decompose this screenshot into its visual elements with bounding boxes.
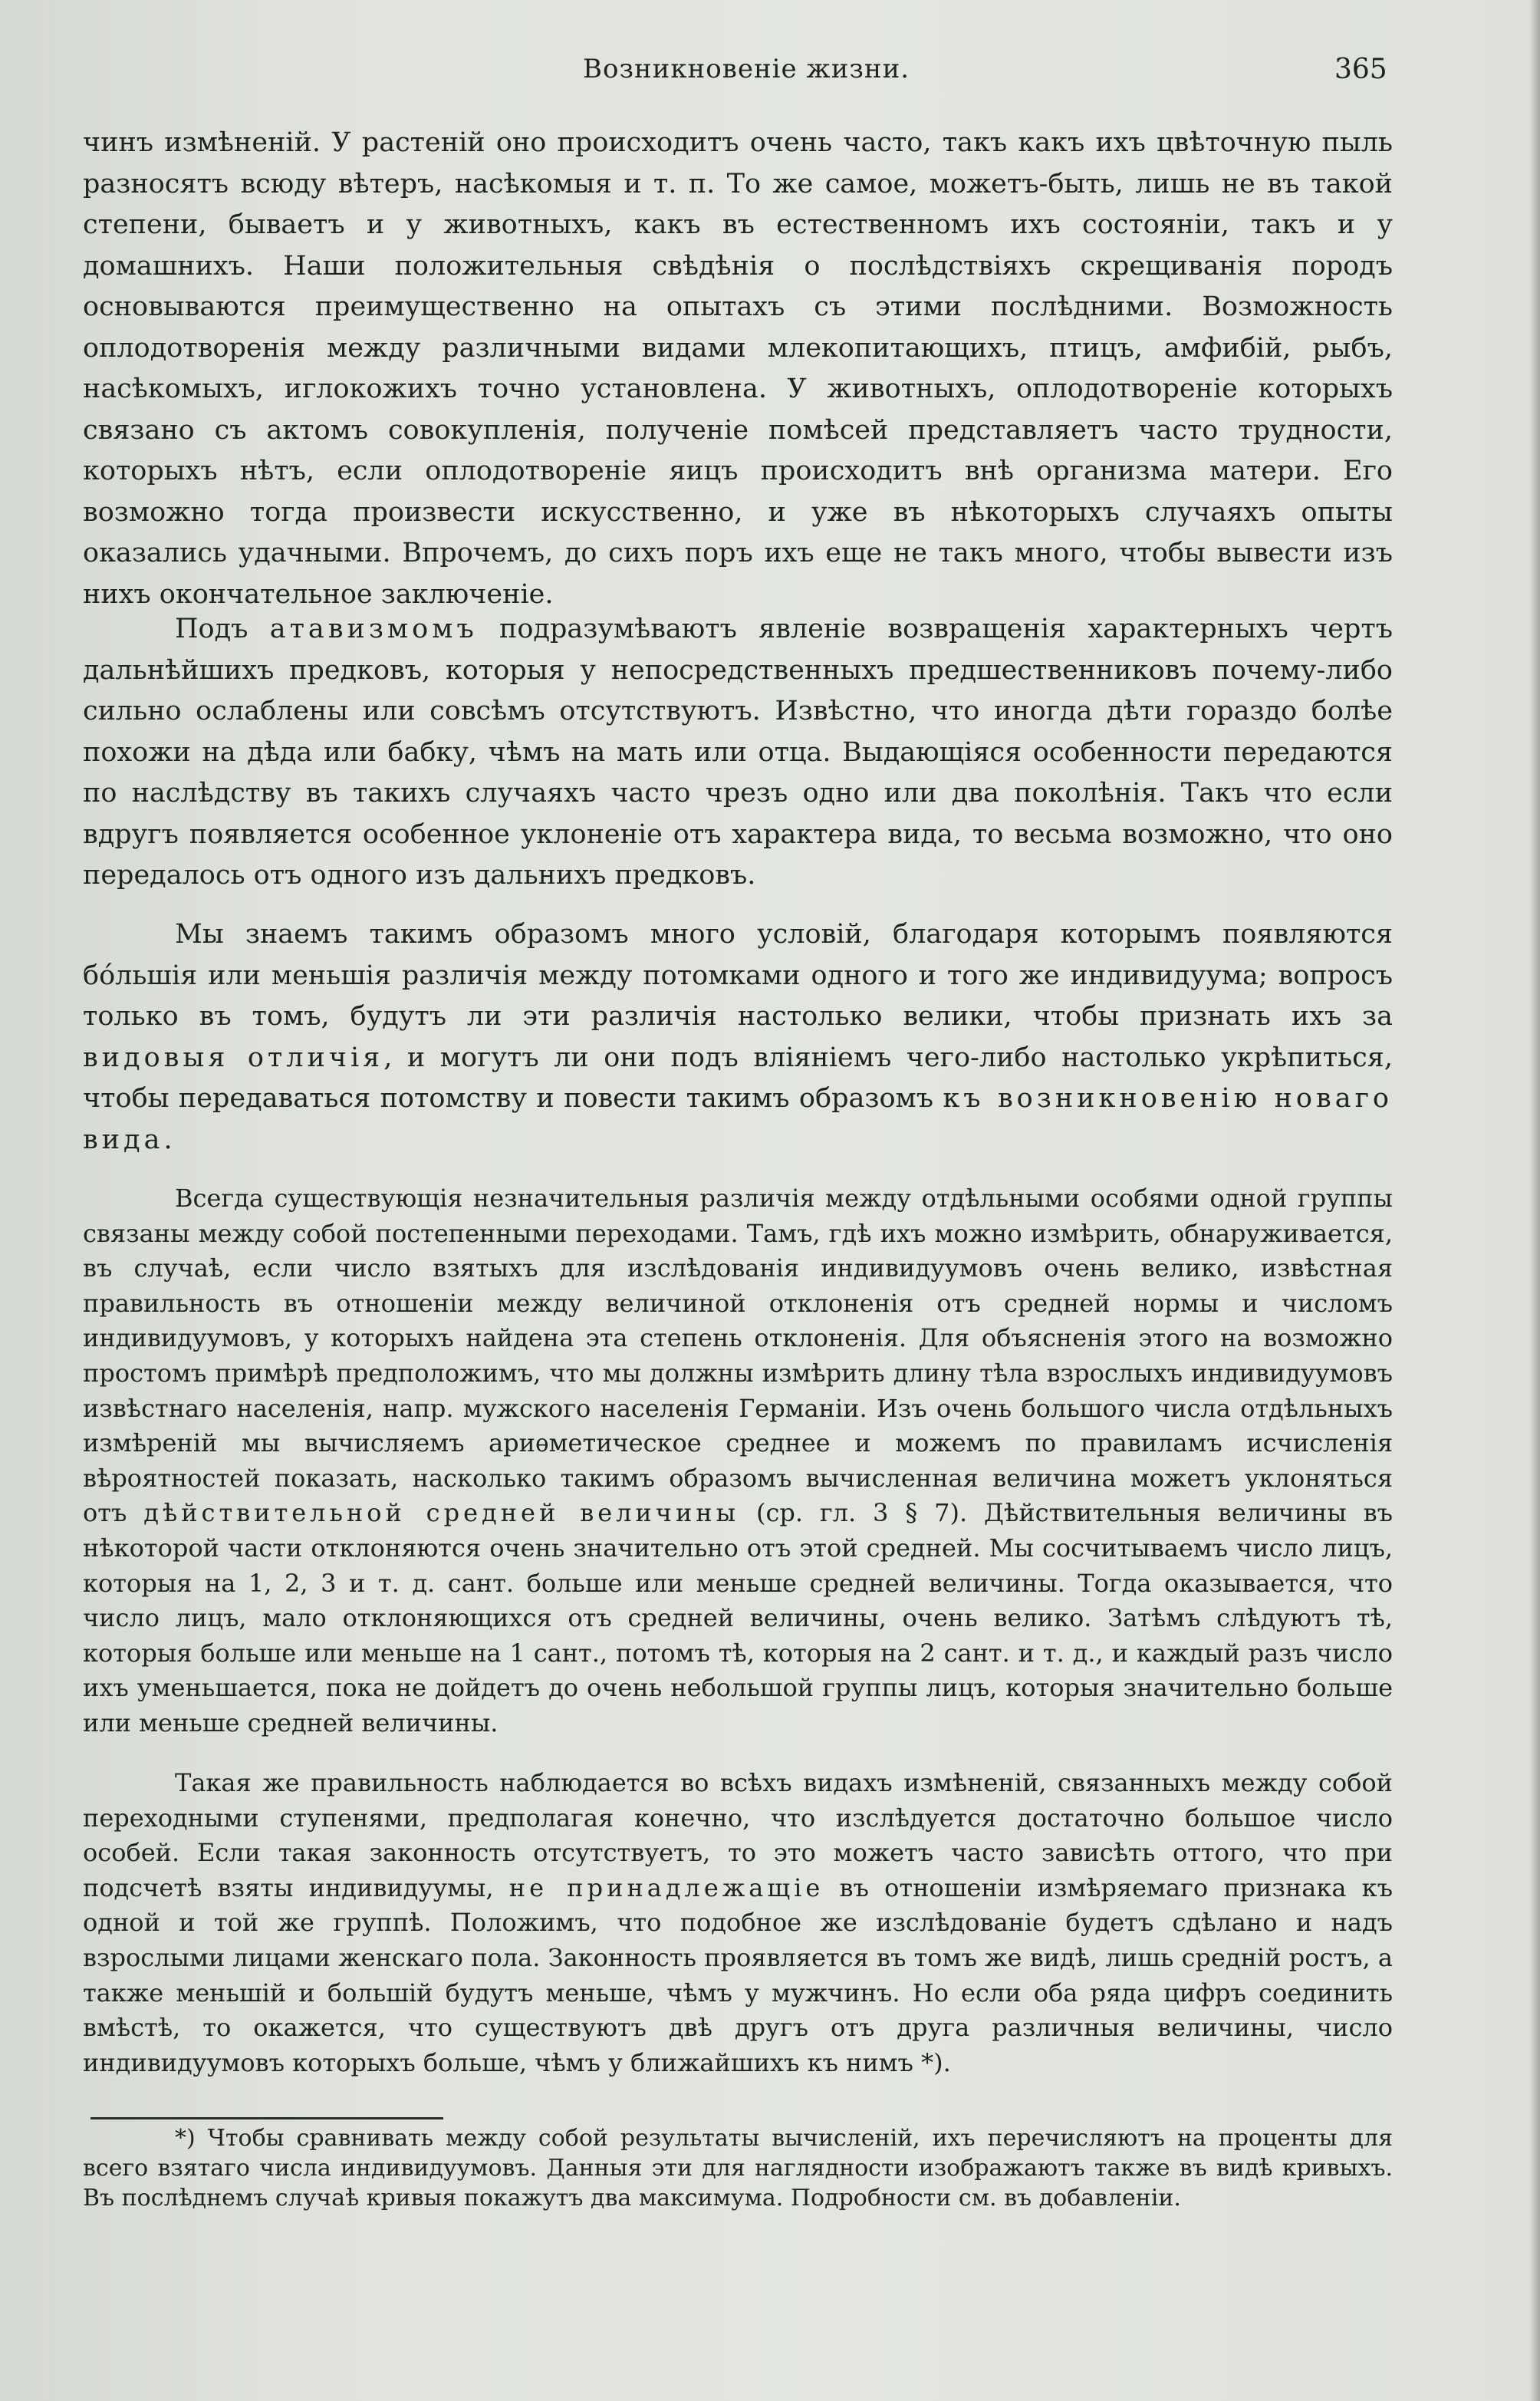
page-number: 365: [1334, 54, 1387, 85]
paragraph-text: въ отношеніи измѣряемаго признака къ одной и той же группѣ. Положимъ, что подобное же изслѣдованіе будетъ сдѣлано и надъ взрослыми лицами женскаго пола. Законность проявляется въ томъ же видѣ, лишь средній ростъ, а также меньшій и большій будутъ меньше, чѣмъ у мужчинъ. Но если оба ряда цифръ соединить вмѣстѣ, то окажется, что существуютъ двѣ другъ отъ друга различныя величины, число индивидуумовъ которыхъ больше, чѣмъ у ближайшихъ къ нимъ *).: [83, 1872, 1394, 2077]
paragraph-text: подразумѣваютъ явленіе возвращенія характерныхъ чертъ дальнѣйшихъ предковъ, которыя у непосредственныхъ предшественниковъ почему-либо сильно ослаблены или совсѣмъ отсутствуютъ. Извѣстно, что иногда дѣти гораздо болѣе похожи на дѣда или бабку, чѣмъ на мать или отца. Выдающіяся особенности передаются по наслѣдству въ такихъ случаяхъ часто чрезъ одно или два поколѣнія. Такъ что если вдругъ появляется особенное уклоненіе отъ характера вида, то весьма возможно, что оно передалось отъ одного изъ дальнихъ предковъ.: [83, 614, 1393, 891]
paragraph-text: .: [163, 1124, 173, 1155]
emphasized-term-not-belonging: не принадлежащіе: [508, 1872, 824, 1902]
page-header: [0, 54, 1396, 97]
running-head: Возникновеніе жизни.: [583, 54, 910, 84]
paragraph-text: Такая же правильность наблюдается во всѣхъ видахъ измѣненій, связанныхъ между собой переходными ступенями, предполагая конечно, что изслѣдуется достаточно большое число особей. Если такая законность отсутствуетъ, то это можетъ часто зависѣть оттого, что при подсчетѣ взяты индивидуумы,: [83, 1768, 1393, 1902]
paragraph-species-differences: [83, 914, 1393, 1161]
footnote-divider: [90, 2117, 443, 2119]
emphasized-term-true-mean: дѣйствительной средней величины: [143, 1498, 740, 1528]
paragraph-atavism: [83, 609, 1393, 897]
emphasized-term-species-traits: видовыя отличія: [83, 1042, 384, 1073]
emphasized-term-atavism: атавизмомъ: [269, 614, 478, 644]
paragraph-text: Мы знаемъ такимъ образомъ много условій, благодаря которымъ появляются бóльшія или меньшія различія между потомками одного и того же индивидуума; вопросъ только въ томъ, будутъ ли эти различія настолько велики, чтобы признать ихъ за: [83, 919, 1393, 1032]
paragraph-crossbreeding: [83, 123, 1393, 615]
footnote: *) Чтобы сравнивать между собой результаты вычисленій, ихъ перечисляютъ на проценты для всего взятаго числа индивидуумовъ. Данныя эти для наглядности изображаютъ также въ видѣ кривыхъ. Въ послѣднемъ случаѣ кривыя покажутъ два максимума. Подробности см. въ добавленіи.: [83, 2125, 1393, 2212]
paragraph-text: , и могутъ ли они подъ вліяніемъ чего-либо настолько укрѣпиться, чтобы передаваться потомству и повести такимъ образомъ: [83, 1042, 1393, 1114]
paragraph-regularity: [83, 1766, 1393, 2080]
paragraph-text: Подъ: [175, 614, 270, 644]
paragraph-text: чинъ измѣненій. У растеній оно происходитъ очень часто, такъ какъ ихъ цвѣточную пыль разносятъ всюду вѣтеръ, насѣкомыя и т. п. То же самое, можетъ-быть, лишь не въ такой степени, бываетъ и у животныхъ, какъ въ естественномъ ихъ состояніи, такъ и у домашнихъ. Наши положительныя свѣдѣнія о послѣдствіяхъ скрещиванія породъ основываются преимущественно на опытахъ съ этими послѣдними. Возможность оплодотворенія между различными видами млекопитающихъ, птицъ, амфибій, рыбъ, насѣкомыхъ, иглокожихъ точно установлена. У животныхъ, оплодотвореніе которыхъ связано съ актомъ совокупленія, полученіе помѣсей представляетъ часто трудности, которыхъ нѣтъ, если оплодотвореніе яицъ происходитъ внѣ организма матери. Его возможно тогда произвести искусственно, и уже въ нѣкоторыхъ случаяхъ опыты оказались удачными. Впрочемъ, до сихъ поръ ихъ еще не такъ много, чтобы вывести изъ нихъ окончательное заключеніе.: [83, 127, 1393, 610]
emphasized-term-new-species: къ возникновенію новаго вида: [83, 1083, 1393, 1155]
paragraph-text: Всегда существующія незначительныя различія между отдѣльными особями одной группы связаны между собой постепенными переходами. Тамъ, гдѣ ихъ можно измѣрить, обнаруживается, въ случаѣ, если число взятыхъ для изслѣдованія индивидуумовъ очень велико, извѣстная правильность въ отношеніи между величиной отклоненія отъ средней нормы и числомъ индивидуумовъ, у которыхъ найдена эта степень отклоненія. Для объясненія этого на возможно простомъ примѣрѣ предположимъ, что мы должны измѣрить длину тѣла взрослыхъ индивидуумовъ извѣстнаго населенія, напр. мужского населенія Германіи. Изъ очень большого числа отдѣльныхъ измѣреній мы вычисляемъ ариѳметическое среднее и можемъ по правиламъ исчисленія вѣроятностей показать, насколько такимъ образомъ вычисленная величина можетъ уклоняться отъ: [83, 1184, 1393, 1528]
paragraph-text: (ср. гл. 3 § 7). Дѣйствительныя величины въ нѣкоторой части отклоняются очень значительно отъ этой средней. Мы сосчитываемъ число лицъ, которыя на 1, 2, 3 и т. д. сант. больше или меньше средней величины. Тогда оказывается, что число лицъ, мало отклоняющихся отъ средней величины, очень велико. Затѣмъ слѣдуютъ тѣ, которыя больше или меньше на 1 сант., потомъ тѣ, которыя на 2 сант. и т. д., и каждый разъ число ихъ уменьшается, пока не дойдетъ до очень небольшой группы лицъ, которыя значительно больше или меньше средней величины.: [83, 1498, 1394, 1737]
paragraph-variation-measurement: [83, 1181, 1393, 1741]
